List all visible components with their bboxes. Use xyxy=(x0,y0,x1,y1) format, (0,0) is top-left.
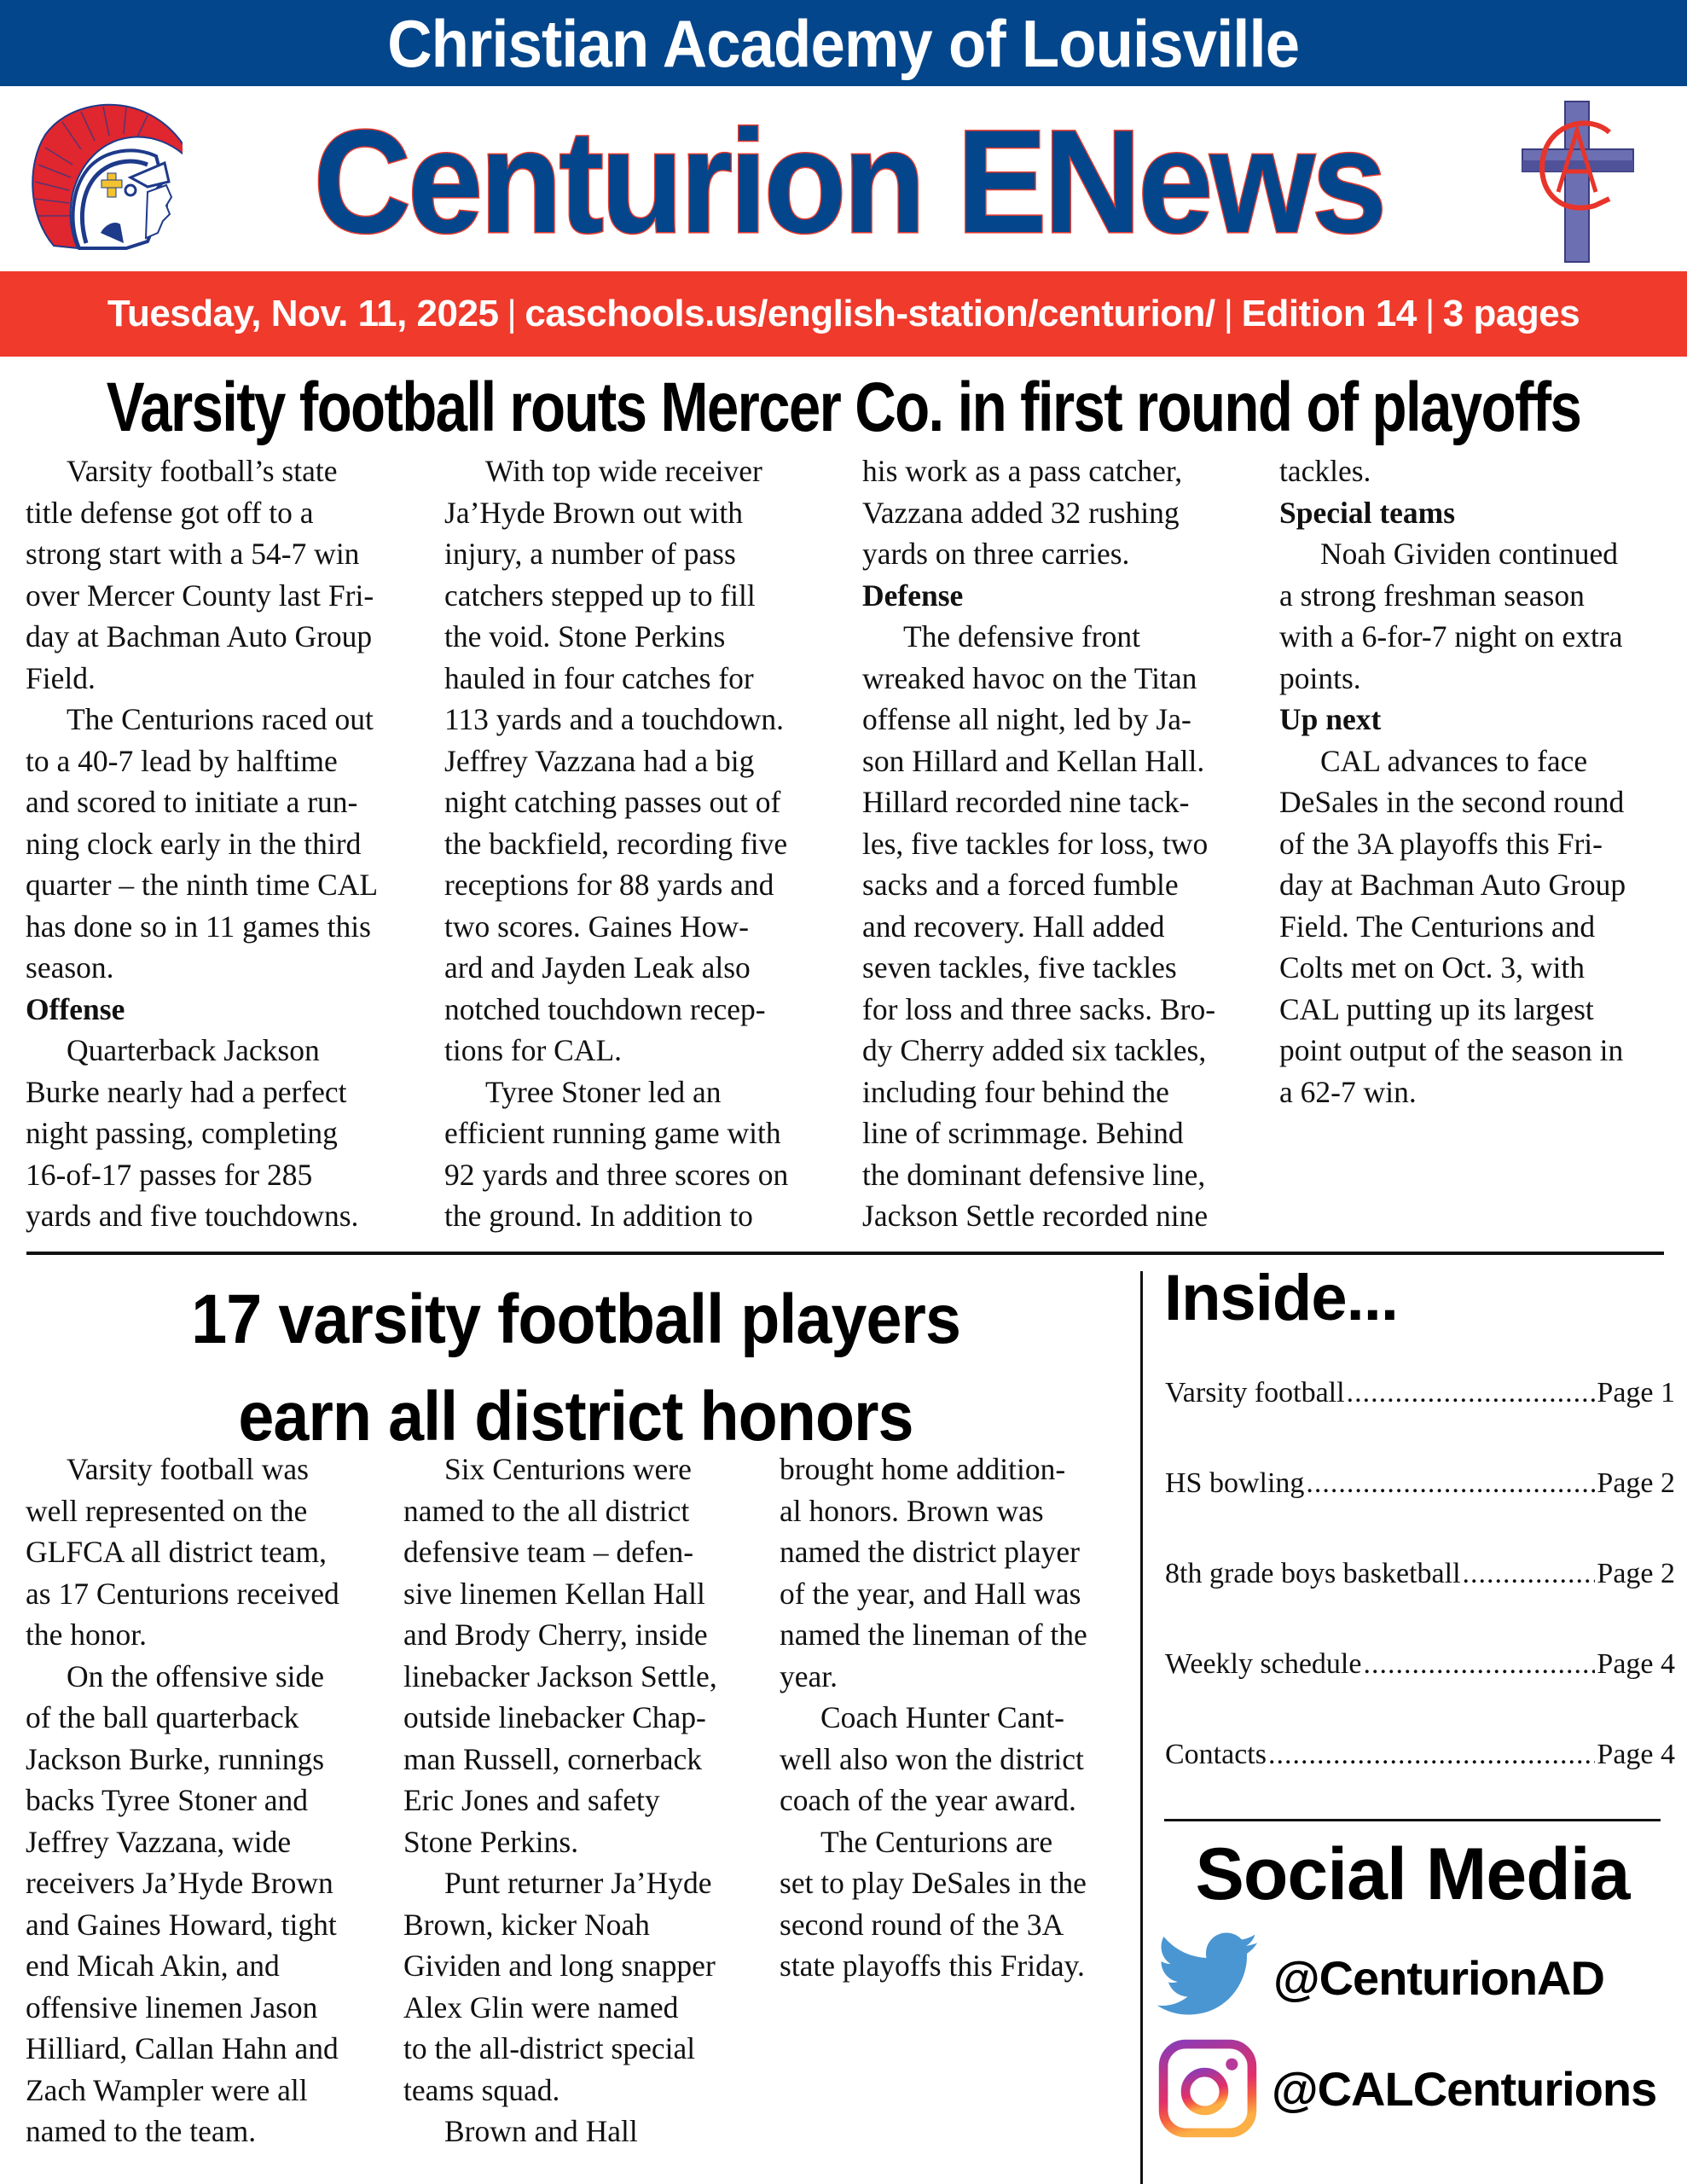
text-line: named to the team. xyxy=(26,2114,257,2148)
toc-leader-dots xyxy=(1463,1558,1596,1590)
section-subhead: Offense xyxy=(26,991,125,1026)
text-line: 92 yards and three scores on xyxy=(444,1157,789,1192)
text-line: Gividen and long snapper xyxy=(403,1949,716,1983)
text-line: and scored to initiate a run- xyxy=(26,785,358,819)
text-line: year. xyxy=(780,1658,838,1693)
text-line: named the lineman of the xyxy=(780,1618,1087,1652)
paragraph xyxy=(444,1072,837,1237)
text-line: Eric Jones and safety xyxy=(403,1783,660,1817)
text-line: Varsity football was xyxy=(67,1452,309,1486)
text-line: CAL advances to face xyxy=(1320,743,1588,778)
toc-leader-dots xyxy=(1363,1648,1595,1681)
paragraph xyxy=(444,450,837,1072)
article-2-headline-line-1: 17 varsity football players xyxy=(191,1281,960,1358)
article-1-column-3 xyxy=(862,450,1255,1237)
text-line: Vazzana added 32 rushing xyxy=(862,495,1180,530)
social-media-title: Social Media xyxy=(1195,1833,1630,1915)
section-subhead: Special teams xyxy=(1279,495,1456,530)
text-line: day at Bachman Auto Group xyxy=(1279,868,1626,902)
section-subhead: Defense xyxy=(862,578,964,613)
toc-item-page: Page 4 xyxy=(1597,1739,1675,1770)
centurion-helmet-logo-icon xyxy=(19,96,183,258)
text-line: and Gaines Howard, tight xyxy=(26,1907,337,1942)
text-line: seven tackles, five tackles xyxy=(862,950,1177,985)
text-line: wreaked havoc on the Titan xyxy=(862,660,1197,695)
article-2-headline-line-2: earn all district honors xyxy=(238,1378,913,1455)
text-line: tions for CAL. xyxy=(444,1033,623,1067)
text-line: offensive linemen Jason xyxy=(26,1989,318,2024)
text-line: set to play DeSales in the xyxy=(780,1866,1087,1900)
text-line: sacks and a forced fumble xyxy=(862,868,1179,902)
article-2-column-1 xyxy=(26,1449,392,2152)
paragraph xyxy=(403,1862,770,2111)
page-count: 3 pages xyxy=(1442,293,1580,334)
sidebar-rule xyxy=(1164,1819,1661,1821)
paragraph xyxy=(403,1449,770,1862)
edition-info-bar xyxy=(0,271,1687,357)
text-line: day at Bachman Auto Group xyxy=(26,619,373,653)
text-line: Jackson Burke, runnings xyxy=(26,1741,325,1776)
text-line: and Brody Cherry, inside xyxy=(403,1618,708,1652)
text-line: state playoffs this Friday. xyxy=(780,1949,1085,1983)
separator: | xyxy=(507,293,517,334)
paragraph xyxy=(780,1821,1138,1987)
paragraph xyxy=(26,450,418,699)
text-line: receptions for 88 yards and xyxy=(444,868,774,902)
toc-leader-dots xyxy=(1306,1467,1595,1500)
text-line: his work as a pass catcher, xyxy=(862,454,1183,488)
text-line: including four behind the xyxy=(862,1074,1169,1109)
text-line: season. xyxy=(26,950,114,985)
toc-leader-dots xyxy=(1268,1739,1595,1771)
text-line: With top wide receiver xyxy=(485,454,762,488)
toc-item-page: Page 1 xyxy=(1597,1377,1675,1409)
text-line: catchers stepped up to fill xyxy=(444,578,756,613)
text-line: Noah Gividen continued xyxy=(1320,537,1619,571)
paragraph xyxy=(26,1656,392,2152)
article-1-headline xyxy=(0,365,1687,450)
toc-item-hs-bowling[interactable] xyxy=(1165,1467,1675,1558)
text-line: teams squad. xyxy=(403,2072,560,2107)
text-line: notched touchdown recep- xyxy=(444,991,766,1026)
text-line: outside linebacker Chap- xyxy=(403,1700,706,1734)
article-1-column-4 xyxy=(1279,450,1672,1112)
toc-item-label: Weekly schedule xyxy=(1165,1648,1362,1680)
text-line: Field. xyxy=(26,660,96,695)
issue-date: Tuesday, Nov. 11, 2025 xyxy=(107,293,499,334)
school-name-banner xyxy=(0,0,1687,86)
toc-item-label: Varsity football xyxy=(1165,1377,1345,1409)
publication-title-text: Centurion ENews xyxy=(313,100,1384,264)
text-line: to the all-district special xyxy=(403,2031,696,2065)
text-line: of the ball quarterback xyxy=(26,1700,299,1734)
text-line: linebacker Jackson Settle, xyxy=(403,1658,717,1693)
text-line: title defense got off to a xyxy=(26,495,314,530)
text-line: Ja’Hyde Brown out with xyxy=(444,495,744,530)
text-line: named the district player xyxy=(780,1535,1080,1569)
text-line: son Hillard and Kellan Hall. xyxy=(862,743,1205,778)
paragraph xyxy=(1279,533,1672,699)
text-line: night catching passes out of xyxy=(444,785,781,819)
text-line: a strong freshman season xyxy=(1279,578,1585,613)
text-line: the void. Stone Perkins xyxy=(444,619,726,653)
paragraph xyxy=(26,699,418,989)
text-line: Tyree Stoner led an xyxy=(485,1074,722,1109)
text-line: Jackson Settle recorded nine xyxy=(862,1199,1209,1233)
text-line: 16-of-17 passes for 285 xyxy=(26,1157,313,1192)
section-divider xyxy=(26,1252,1664,1255)
toc-item-page: Page 2 xyxy=(1597,1558,1675,1589)
text-line: for loss and three sacks. Bro- xyxy=(862,991,1216,1026)
text-line: ning clock early in the third xyxy=(26,826,362,861)
text-line: end Micah Akin, and xyxy=(26,1949,280,1983)
inside-title: Inside... xyxy=(1164,1262,1398,1334)
text-line: and recovery. Hall added xyxy=(862,909,1165,944)
toc-item-varsity-football[interactable] xyxy=(1165,1377,1675,1467)
instagram-link[interactable] xyxy=(1157,2037,1656,2140)
text-line: strong start with a 54-7 win xyxy=(26,537,360,571)
text-line: Coach Hunter Cant- xyxy=(820,1700,1064,1734)
text-line: The Centurions raced out xyxy=(67,702,374,736)
school-name: Christian Academy of Louisville xyxy=(387,5,1300,81)
paragraph xyxy=(1279,741,1672,1113)
text-line: Field. The Centurions and xyxy=(1279,909,1596,944)
cal-cross-logo-icon xyxy=(1514,96,1642,267)
text-line: as 17 Centurions received xyxy=(26,1576,339,1611)
text-line: named to the all district xyxy=(403,1493,690,1528)
paragraph xyxy=(1279,450,1672,492)
text-line: the honor. xyxy=(26,1618,147,1652)
text-line: 113 yards and a touchdown. xyxy=(444,702,784,736)
text-line: injury, a number of pass xyxy=(444,537,736,571)
text-line: Stone Perkins. xyxy=(403,1824,579,1859)
text-line: On the offensive side xyxy=(67,1658,325,1693)
text-line: ard and Jayden Leak also xyxy=(444,950,751,985)
text-line: defensive team – defen- xyxy=(403,1535,694,1569)
text-line: hauled in four catches for xyxy=(444,660,754,695)
article-2-headline xyxy=(26,1271,1126,1466)
toc-item-label: HS bowling xyxy=(1165,1467,1305,1499)
text-line: Varsity football’s state xyxy=(67,454,338,488)
text-line: brought home addition- xyxy=(780,1452,1066,1486)
toc-item-8th-grade-boys-basketball[interactable] xyxy=(1165,1558,1675,1648)
instagram-icon xyxy=(1157,2037,1258,2140)
text-line: well represented on the xyxy=(26,1493,308,1528)
text-line: to a 40-7 lead by halftime xyxy=(26,743,338,778)
article-2-column-2 xyxy=(403,1449,770,2152)
twitter-handle: @CenturionAD xyxy=(1273,1950,1604,2005)
edition-number: Edition 14 xyxy=(1241,293,1417,334)
text-line: the dominant defensive line, xyxy=(862,1157,1206,1192)
table-of-contents xyxy=(1165,1377,1675,1829)
text-line: well also won the district xyxy=(780,1741,1084,1776)
text-line: al honors. Brown was xyxy=(780,1493,1044,1528)
text-line: tackles. xyxy=(1279,454,1371,488)
sidebar-divider xyxy=(1140,1271,1143,2184)
text-line: a 62-7 win. xyxy=(1279,1074,1417,1109)
text-line: yards on three carries. xyxy=(862,537,1130,571)
text-line: night passing, completing xyxy=(26,1116,338,1150)
text-line: Brown, kicker Noah xyxy=(403,1907,650,1942)
text-line: Hillard recorded nine tack- xyxy=(862,785,1190,819)
article-2-column-3 xyxy=(780,1449,1138,1987)
section-subhead: Up next xyxy=(1279,702,1382,736)
toc-item-page: Page 2 xyxy=(1597,1467,1675,1499)
text-line: line of scrimmage. Behind xyxy=(862,1116,1184,1150)
article-1-column-1 xyxy=(26,450,418,1237)
text-line: Alex Glin were named xyxy=(403,1989,679,2024)
text-line: second round of the 3A xyxy=(780,1907,1064,1942)
paragraph xyxy=(26,1449,392,1656)
text-line: The Centurions are xyxy=(820,1824,1053,1859)
toc-item-page: Page 4 xyxy=(1597,1648,1675,1680)
text-line: coach of the year award. xyxy=(780,1783,1076,1817)
text-line: Quarterback Jackson xyxy=(67,1033,320,1067)
newsletter-url[interactable]: caschools.us/english-station/centurion/ xyxy=(525,293,1215,334)
text-line: Colts met on Oct. 3, with xyxy=(1279,950,1585,985)
text-line: Six Centurions were xyxy=(444,1452,692,1486)
text-line: of the 3A playoffs this Fri- xyxy=(1279,826,1603,861)
toc-leader-dots xyxy=(1347,1377,1596,1409)
text-line: Hilliard, Callan Hahn and xyxy=(26,2031,339,2065)
paragraph xyxy=(780,1697,1138,1821)
text-line: the backfield, recording five xyxy=(444,826,788,861)
separator: | xyxy=(1424,293,1435,334)
text-line: over Mercer County last Fri- xyxy=(26,578,374,613)
toc-item-contacts[interactable] xyxy=(1165,1739,1675,1829)
text-line: GLFCA all district team, xyxy=(26,1535,327,1569)
paragraph xyxy=(862,450,1255,575)
text-line: the ground. In addition to xyxy=(444,1199,753,1233)
text-line: backs Tyree Stoner and xyxy=(26,1783,309,1817)
text-line: Zach Wampler were all xyxy=(26,2072,308,2107)
toc-item-weekly-schedule[interactable] xyxy=(1165,1648,1675,1739)
text-line: Brown and Hall xyxy=(444,2114,638,2148)
twitter-link[interactable] xyxy=(1157,1931,1604,2024)
publication-title xyxy=(243,100,1454,264)
text-line: Burke nearly had a perfect xyxy=(26,1074,347,1109)
text-line: two scores. Gaines How- xyxy=(444,909,749,944)
paragraph xyxy=(403,2111,770,2152)
masthead xyxy=(0,86,1687,271)
paragraph xyxy=(862,616,1255,1237)
text-line: with a 6-for-7 night on extra xyxy=(1279,619,1623,653)
text-line: Jeffrey Vazzana, wide xyxy=(26,1824,292,1859)
toc-item-label: Contacts xyxy=(1165,1739,1267,1770)
text-line: Punt returner Ja’Hyde xyxy=(444,1866,712,1900)
text-line: CAL putting up its largest xyxy=(1279,991,1594,1026)
text-line: point output of the season in xyxy=(1279,1033,1624,1067)
text-line: man Russell, cornerback xyxy=(403,1741,702,1776)
text-line: of the year, and Hall was xyxy=(780,1576,1081,1611)
twitter-bird-icon xyxy=(1157,1931,1260,2024)
text-line: points. xyxy=(1279,660,1361,695)
text-line: yards and five touchdowns. xyxy=(26,1199,359,1233)
article-1-headline-text: Varsity football routs Mercer Co. in first round of playoffs xyxy=(106,369,1581,446)
separator: | xyxy=(1223,293,1233,334)
toc-item-label: 8th grade boys basketball xyxy=(1165,1558,1461,1589)
text-line: has done so in 11 games this xyxy=(26,909,371,944)
text-line: offense all night, led by Ja- xyxy=(862,702,1191,736)
instagram-handle: @CALCenturions xyxy=(1272,2061,1657,2116)
text-line: Jeffrey Vazzana had a big xyxy=(444,743,755,778)
text-line: quarter – the ninth time CAL xyxy=(26,868,379,902)
paragraph xyxy=(780,1449,1138,1697)
text-line: receivers Ja’Hyde Brown xyxy=(26,1866,333,1900)
paragraph xyxy=(26,1030,418,1237)
text-line: The defensive front xyxy=(903,619,1140,653)
text-line: sive linemen Kellan Hall xyxy=(403,1576,705,1611)
text-line: efficient running game with xyxy=(444,1116,781,1150)
text-line: DeSales in the second round xyxy=(1279,785,1625,819)
text-line: les, five tackles for loss, two xyxy=(862,826,1209,861)
article-1-column-2 xyxy=(444,450,837,1237)
text-line: dy Cherry added six tackles, xyxy=(862,1033,1207,1067)
